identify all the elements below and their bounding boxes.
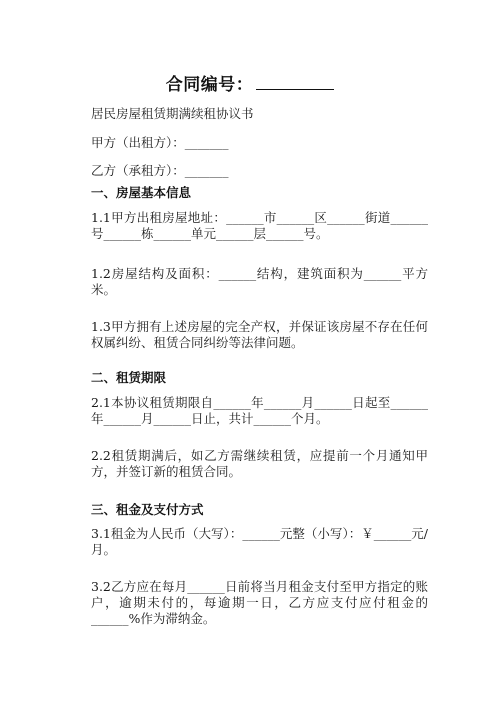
paragraph-2-1: 2.1本协议租赁期限自______年______月______日起至______年______月______日止，共计______个月。 — [91, 395, 428, 426]
section-heading-house-info: 一、房屋基本信息 — [91, 185, 192, 200]
paragraph-2-2: 2.2租赁期满后，如乙方需继续租赁，应提前一个月通知甲方，并签订新的租赁合同。 — [91, 448, 428, 479]
paragraph-3-1: 3.1租金为人民币（大写）：______元整（小写）：￥______元/月。 — [91, 526, 428, 557]
paragraph-3-2: 3.2乙方应在每月______日前将当月租金支付至甲方指定的账户，逾期未付的，每逾期一日，乙方应支付应付租金的______%作为滞纳金。 — [91, 579, 428, 626]
party-b-line: 乙方（承租方）：_______ — [91, 163, 229, 178]
party-a-line: 甲方（出租方）：_______ — [91, 135, 229, 150]
document-subtitle: 居民房屋租赁期满续租协议书 — [91, 106, 254, 121]
contract-number-blank — [256, 74, 334, 90]
paragraph-1-3: 1.3甲方拥有上述房屋的完全产权，并保证该房屋不存在任何权属纠纷、租赁合同纠纷等法律问题。 — [91, 319, 428, 350]
contract-number-label: 合同编号： — [165, 75, 254, 95]
contract-number-title — [0, 70, 500, 95]
paragraph-1-2: 1.2房屋结构及面积：______结构，建筑面积为______平方米。 — [91, 266, 428, 297]
section-heading-lease-term: 二、租赁期限 — [91, 370, 167, 385]
paragraph-1-1: 1.1甲方出租房屋地址：______市______区______街道______号______栋______单元______层______号。 — [91, 210, 428, 241]
section-heading-rent-payment: 三、租金及支付方式 — [91, 502, 204, 517]
